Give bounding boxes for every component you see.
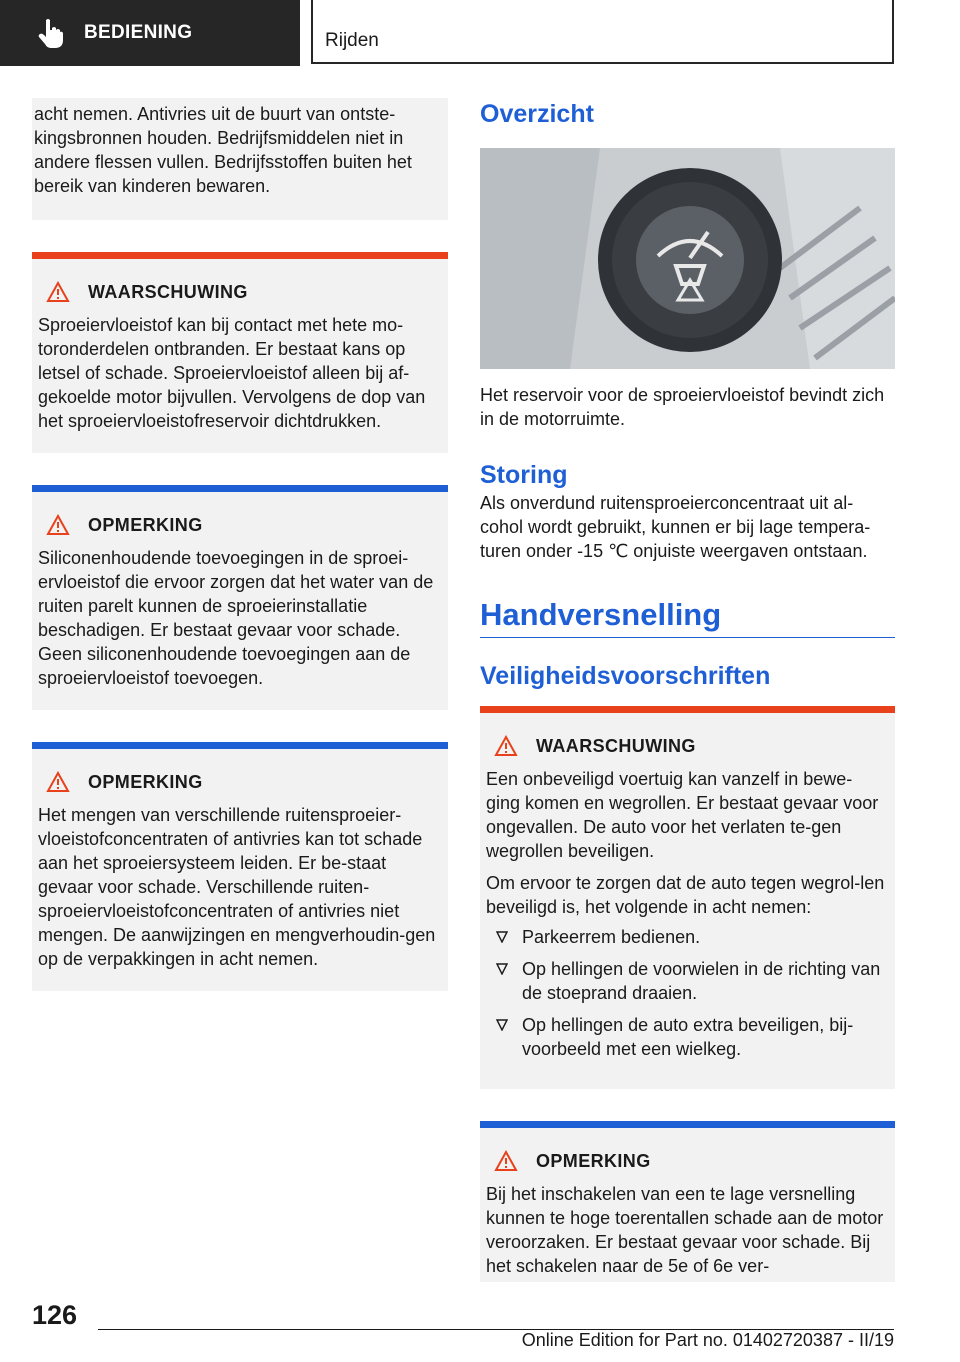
warning-text: Een onbeveiligd voertuig kan vanzelf in bewe-ging komen en wegrollen. Er bestaat gevaar voor ongevallen. De auto voor het verlaten te-gen wegrollen beveiligen. bbox=[486, 769, 879, 861]
note-box bbox=[480, 1121, 895, 1282]
warning-box bbox=[32, 252, 448, 453]
edition-note: Online Edition for Part no. 01402720387 - II/19 bbox=[521, 1330, 894, 1350]
note-text: Siliconenhoudende toevoegingen in de sproei-ervloeistof die ervoor zorgen dat het water van de ruiten parelt kunnen de sproeierinstallatie beschadigen. Er bestaat gevaar voor schade. Geen siliconenhoudende toevoegingen aan de sproeiervloeistof toevoegen. bbox=[38, 548, 434, 688]
overview-heading: Overzicht bbox=[480, 100, 594, 128]
continued-box bbox=[32, 98, 448, 220]
warning-text-instructions: Om ervoor te zorgen dat de auto tegen wegrol-len beveiligd is, het volgende in acht nemen: bbox=[486, 873, 885, 917]
chapter-tab bbox=[311, 0, 894, 64]
step-triangle-icon bbox=[496, 963, 508, 975]
left-column bbox=[32, 98, 448, 991]
list-item: Op hellingen de voorwielen in de richting van de stoeprand draaien. bbox=[486, 957, 885, 1005]
list-item: Op hellingen de auto extra beveiligen, bij-voorbeeld met een wielkeg. bbox=[486, 1013, 885, 1061]
note-box bbox=[32, 742, 448, 991]
warning-box bbox=[480, 706, 895, 1089]
section-tab bbox=[0, 0, 300, 66]
overview-text: Het reservoir voor de sproeiervloeistof bevindt zich in de motorruimte. bbox=[480, 385, 885, 429]
pointing-hand-icon bbox=[38, 18, 64, 48]
warning-triangle-icon bbox=[46, 281, 70, 303]
warning-triangle-icon bbox=[46, 514, 70, 536]
continued-text: acht nemen. Antivries uit de buurt van ontste-kingsbronnen houden. Bedrijfsmiddelen niet in andere flessen vullen. Bedrijfsstoffen buiten het bereik van kinderen bewaren. bbox=[34, 104, 412, 196]
safety-heading: Veiligheidsvoorschriften bbox=[480, 662, 771, 690]
step-triangle-icon bbox=[496, 931, 508, 943]
warning-triangle-icon bbox=[494, 1150, 518, 1172]
fault-heading: Storing bbox=[480, 461, 568, 489]
note-text: Bij het inschakelen van een te lage versnelling kunnen te hoge toerentallen schade aan de motor veroorzaken. Er bestaat gevaar voor schade. Bij het schakelen naar de 5e of 6e ver- bbox=[486, 1184, 884, 1276]
step-list bbox=[486, 925, 885, 1061]
list-item: Parkeerrem bedienen. bbox=[486, 925, 885, 949]
step-triangle-icon bbox=[496, 1019, 508, 1031]
section-heading: Handversnelling bbox=[480, 597, 722, 632]
section-title: BEDIENING bbox=[84, 22, 193, 43]
warning-text: Sproeiervloeistof kan bij contact met hete mo-toronderdelen ontbranden. Er bestaat kans op letsel of schade. Sproeiervloeistof alleen bij af-gekoelde motor bijvullen. Vervolgens de dop van het sproeiervloeistofreservoir dichtdrukken. bbox=[38, 315, 426, 431]
warning-triangle-icon bbox=[46, 771, 70, 793]
note-text: Het mengen van verschillende ruitensproeier-vloeistofconcentraten of antivries kan tot schade aan het sproeiersysteem leiden. Er be-staat gevaar voor schade. Verschillende ruiten-sproeiervloeistofconcentraten of antivries niet mengen. De aanwijzingen en mengverhoudin-gen op de verpakkingen in acht nemen. bbox=[38, 805, 436, 969]
chapter-title: Rijden bbox=[325, 30, 379, 51]
warning-triangle-icon bbox=[494, 735, 518, 757]
note-box bbox=[32, 485, 448, 710]
note-title: OPMERKING bbox=[88, 514, 203, 535]
warning-title: WAARSCHUWING bbox=[88, 281, 248, 302]
page-number: 126 bbox=[32, 1300, 78, 1330]
right-column bbox=[480, 98, 895, 1282]
washer-reservoir-cap-photo bbox=[480, 148, 895, 369]
note-title: OPMERKING bbox=[88, 771, 203, 792]
warning-title: WAARSCHUWING bbox=[536, 735, 696, 756]
note-title: OPMERKING bbox=[536, 1150, 651, 1171]
fault-text: Als onverdund ruitensproeierconcentraat uit al-cohol wordt gebruikt, kunnen er bij lage tempera-turen onder -15 ℃ onjuiste weergaven ontstaan. bbox=[480, 493, 871, 561]
